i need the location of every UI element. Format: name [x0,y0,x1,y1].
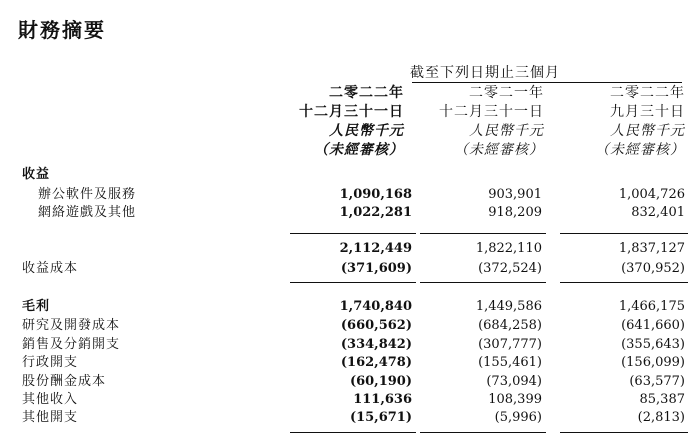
cell-value: 85,387 [639,392,685,407]
subtotal-rule [290,432,416,433]
cell-value: 1,466,175 [618,299,685,314]
row-label: 毛利 [22,299,51,314]
column-header-audit: （未經審核） [454,142,544,158]
row-label: 其他收入 [22,392,79,407]
cell-value: (60,190) [349,374,412,389]
table-row-gross-profit [0,298,700,316]
row-label: 行政開支 [22,355,79,370]
cell-value: (5,996) [494,410,542,425]
cell-value: (355,643) [621,337,685,352]
row-label: 辦公軟件及服務 [38,187,137,202]
cell-value: (2,813) [637,410,685,425]
cell-value: 903,901 [488,187,542,202]
table-row-office-software [0,186,700,204]
column-header-currency: 人民幣千元 [329,123,404,139]
subtotal-rule [290,282,416,283]
table-row-share-comp [0,373,700,391]
cell-value: 108,399 [488,392,542,407]
cell-value: (684,258) [478,318,542,333]
subtotal-rule [420,282,546,283]
column-header-audit: （未經審核） [314,142,404,158]
row-label: 股份酬金成本 [22,374,107,389]
cell-value: (162,478) [340,355,412,370]
row-label: 其他開支 [22,410,79,425]
cell-value: 832,401 [631,205,685,220]
cell-value: (15,671) [349,410,412,425]
subtotal-rule [560,432,688,433]
cell-value: (334,842) [340,337,412,352]
cell-value: (73,094) [486,374,542,389]
subtotal-rule [290,233,416,234]
cell-value: (370,952) [621,261,685,276]
period-caption: 截至下列日期止三個月 [410,65,560,81]
column-header-currency: 人民幣千元 [469,123,544,139]
cell-value: 1,740,840 [339,299,412,314]
table-row-rd-cost [0,317,700,335]
column-header-year: 二零二一年 [469,85,544,101]
cell-value: (372,524) [478,261,542,276]
column-header-date: 十二月三十一日 [439,104,544,120]
subtotal-rule [420,233,546,234]
table-row-revenue-header [0,166,700,184]
column-header-dec-2021 [400,84,544,160]
cell-value: (63,577) [629,374,685,389]
cell-value: (660,562) [340,318,412,333]
column-header-currency: 人民幣千元 [610,123,685,139]
column-header-year: 二零二二年 [329,85,404,101]
column-header-date: 十二月三十一日 [299,104,404,120]
table-row-online-games [0,204,700,222]
row-label: 收益 [22,167,51,182]
subtotal-rule [560,282,688,283]
cell-value: 918,209 [488,205,542,220]
cell-value: (156,099) [621,355,685,370]
table-row-revenue-total [0,240,700,258]
cell-value: 1,022,281 [339,205,412,220]
cell-value: (371,609) [340,261,412,276]
cell-value: 1,449,586 [475,299,542,314]
column-header-dec-2022 [270,84,404,160]
table-row-cost-of-revenue [0,260,700,278]
table-row-other-expense [0,409,700,427]
subtotal-rule [560,233,688,234]
row-label: 研究及開發成本 [22,318,121,333]
cell-value: (307,777) [478,337,542,352]
cell-value: 1,090,168 [339,187,412,202]
caption-underline [412,82,682,83]
page-title: 財務摘要 [18,18,106,42]
subtotal-rule [420,432,546,433]
column-header-sep-2022 [540,84,685,160]
cell-value: 1,004,726 [618,187,685,202]
column-header-year: 二零二二年 [610,85,685,101]
table-row-admin-cost [0,354,700,372]
table-row-selling-cost [0,336,700,354]
row-label: 銷售及分銷開支 [22,337,121,352]
column-header-date: 九月三十日 [610,104,685,120]
row-label: 網絡遊戲及其他 [38,205,137,220]
cell-value: 1,837,127 [618,241,685,256]
cell-value: 1,822,110 [475,241,542,256]
cell-value: (155,461) [478,355,542,370]
column-header-audit: （未經審核） [595,142,685,158]
cell-value: 111,636 [353,392,412,407]
cell-value: 2,112,449 [339,241,412,256]
cell-value: (641,660) [621,318,685,333]
row-label: 收益成本 [22,261,79,276]
table-row-other-income [0,391,700,409]
